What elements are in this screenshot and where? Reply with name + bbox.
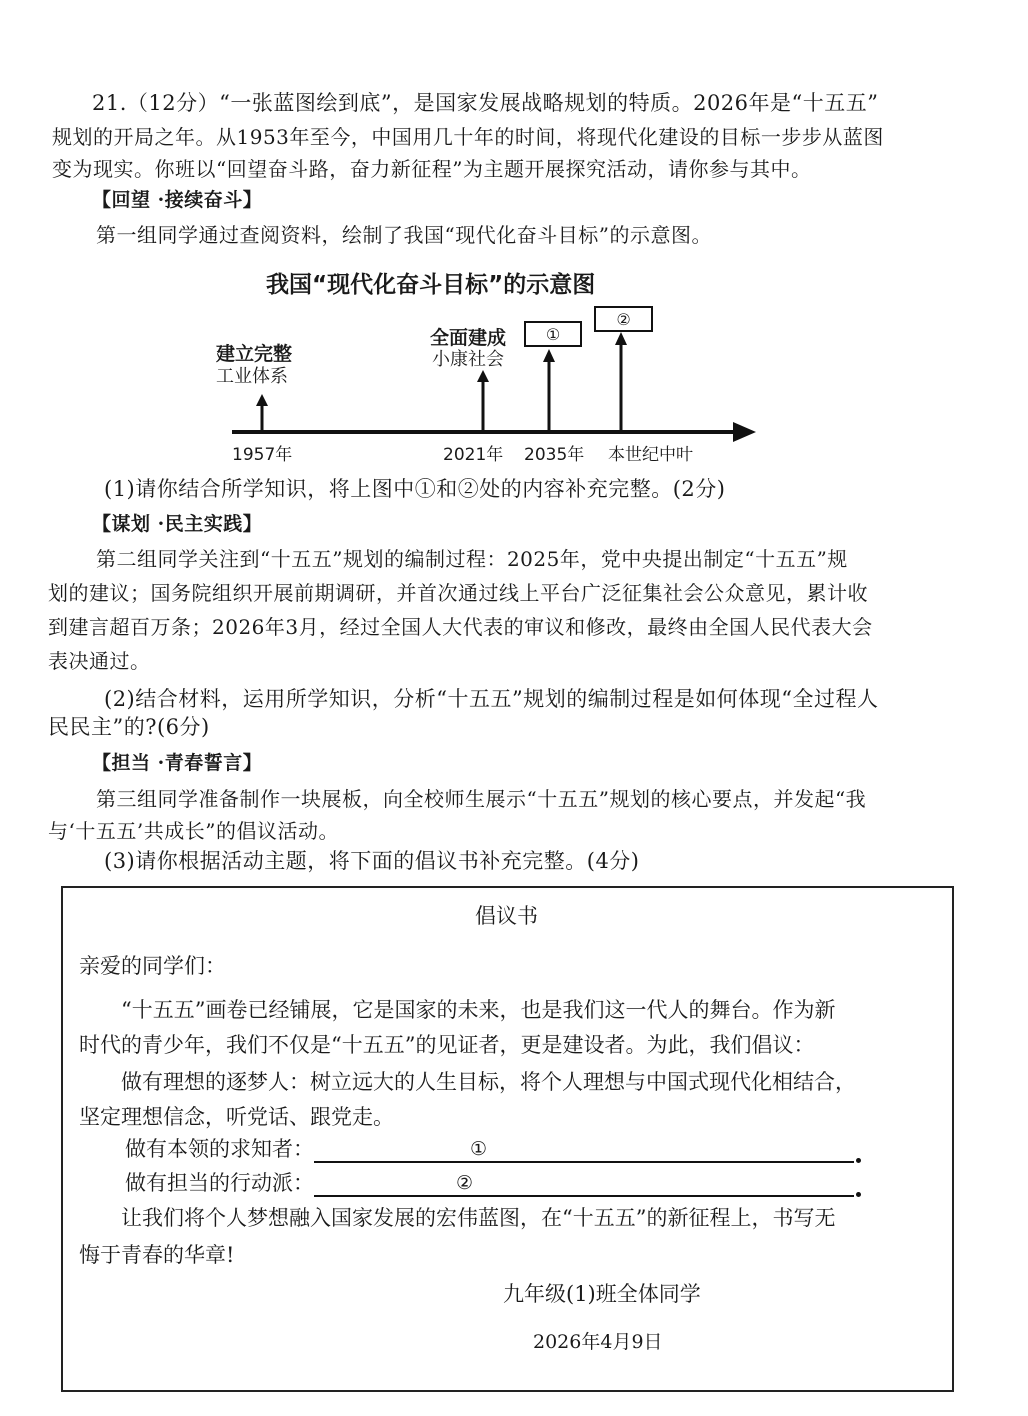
section2-line-2: 划的建议；国务院组织开展前期调研，并首次通过线上平台广泛征集社会公众意见，累计收 (48, 581, 868, 605)
question-line-1: 21.（12分）“一张蓝图绘到底”，是国家发展战略规划的特质。2026年是“十五五” (92, 91, 879, 115)
section2-line-3: 到建言超百万条；2026年3月，经过全国人大代表的审议和修改，最终由全国人民代表大会 (48, 615, 873, 639)
section1-heading: 【回望 ·接续奋斗】 (92, 189, 263, 211)
letter-greeting: 亲爱的同学们： (79, 954, 226, 978)
item2-blank-marker: ② (456, 1172, 474, 1194)
question-line-3: 变为现实。你班以“回望奋斗路，奋力新征程”为主题开展探究活动，请你参与其中。 (52, 157, 812, 181)
letter-p3-line2: 悔于青春的华章! (79, 1243, 235, 1267)
section3-line-1: 第三组同学准备制作一块展板，向全校师生展示“十五五”规划的核心要点，并发起“我 (96, 787, 867, 811)
event-2021-line1: 全面建成 (430, 327, 507, 349)
letter-item-1 (125, 1135, 861, 1163)
item2-period (856, 1192, 861, 1197)
event-2021-line2: 小康社会 (432, 349, 504, 370)
q2-line-1: (2)结合材料，运用所学知识，分析“十五五”规划的编制过程是如何体现“全过程人 (104, 687, 879, 711)
q1-text: (1)请你结合所学知识，将上图中①和②处的内容补充完整。(2分) (104, 477, 726, 501)
letter-p1-line1: “十五五”画卷已经铺展，它是国家的未来，也是我们这一代人的舞台。作为新 (121, 998, 836, 1022)
section2-line-1: 第二组同学关注到“十五五”规划的编制过程：2025年，党中央提出制定“十五五”规 (96, 547, 848, 571)
item1-blank-marker: ① (470, 1138, 488, 1160)
section2-line-4: 表决通过。 (48, 649, 151, 673)
tick-2035: 2035年 (524, 445, 585, 465)
tick-1957: 1957年 (232, 445, 293, 465)
slot-2-box: ② (594, 306, 653, 332)
diagram-title: 我国“现代化奋斗目标”的示意图 (266, 272, 596, 298)
timeline-arrowhead (733, 422, 756, 442)
event-1957-line1: 建立完整 (216, 343, 293, 365)
question-line-2: 规划的开局之年。从1953年至今，中国用几十年的时间，将现代化建设的目标一步步从蓝图 (52, 125, 884, 149)
proposal-letter-box (61, 886, 954, 1392)
letter-signature: 九年级(1)班全体同学 (503, 1282, 701, 1306)
letter-p2-line1: 做有理想的逐梦人：树立远大的人生目标，将个人理想与中国式现代化相结合， (121, 1070, 856, 1094)
item2-answer-blank[interactable] (314, 1173, 854, 1197)
section3-line-2: 与‘十五五’共成长”的倡议活动。 (48, 819, 339, 843)
letter-p1-line2: 时代的青少年，我们不仅是“十五五”的见证者，更是建设者。为此，我们倡议： (79, 1033, 815, 1057)
q3-text: (3)请你根据活动主题，将下面的倡议书补充完整。(4分) (104, 849, 640, 873)
item1-period (856, 1158, 861, 1163)
q2-line-2: 民民主”的?(6分) (48, 715, 210, 739)
item1-label: 做有本领的求知者： (125, 1137, 314, 1161)
tick-midcentury: 本世纪中叶 (608, 445, 693, 465)
letter-title: 倡议书 (475, 904, 538, 928)
item2-label: 做有担当的行动派： (125, 1171, 314, 1195)
item1-answer-blank[interactable] (314, 1139, 854, 1163)
timeline-diagram (0, 0, 1028, 480)
slot-1-box: ① (524, 321, 582, 347)
section2-heading: 【谋划 ·民主实践】 (92, 513, 263, 535)
section3-heading: 【担当 ·青春誓言】 (92, 752, 263, 774)
letter-date: 2026年4月9日 (533, 1331, 663, 1353)
letter-p3-line1: 让我们将个人梦想融入国家发展的宏伟蓝图，在“十五五”的新征程上，书写无 (121, 1206, 836, 1230)
letter-p2-line2: 坚定理想信念，听党话、跟党走。 (79, 1105, 394, 1129)
letter-item-2 (125, 1169, 861, 1197)
event-1957-line2: 工业体系 (216, 366, 288, 387)
tick-2021: 2021年 (443, 445, 504, 465)
section1-intro: 第一组同学通过查阅资料，绘制了我国“现代化奋斗目标”的示意图。 (96, 223, 712, 247)
